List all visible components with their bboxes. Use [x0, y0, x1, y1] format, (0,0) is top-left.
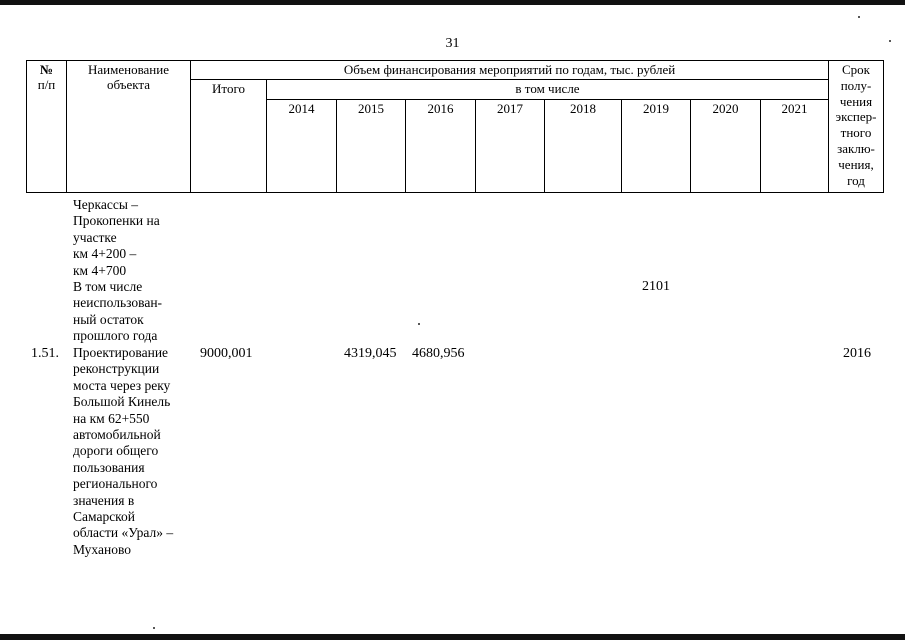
- name-line: неиспользован-: [73, 295, 163, 311]
- name-line: значения в: [73, 492, 135, 508]
- name-line: Проектирование: [73, 345, 169, 360]
- name-line: В том числе: [73, 279, 143, 294]
- header-year-2015: 2015: [336, 99, 406, 193]
- header-deadline-line: заклю-: [837, 140, 875, 156]
- header-year-2018: 2018: [544, 99, 622, 193]
- scan-speck: [858, 16, 860, 18]
- row-151-2016: 4680,956: [412, 346, 465, 361]
- name-line: Муханово: [73, 541, 131, 557]
- header-deadline-line: чения,: [838, 156, 874, 172]
- name-line: Большой Кинель: [73, 394, 171, 410]
- name-line: Прокопенки на: [73, 213, 160, 229]
- header-deadline-line: тного: [840, 125, 872, 141]
- scan-speck: [153, 627, 155, 629]
- name-line: области «Урал» –: [73, 525, 174, 541]
- header-total: Итого: [190, 79, 267, 193]
- header-year-2017: 2017: [475, 99, 545, 193]
- name-line: реконструкции: [73, 361, 160, 377]
- header-year-2014: 2014: [266, 99, 337, 193]
- row-151-name: [73, 345, 173, 558]
- header-number-col: [26, 60, 67, 193]
- header-name-col: [66, 60, 191, 193]
- header-year-2016: 2016: [405, 99, 476, 193]
- header-deadline-line: Срок: [842, 62, 870, 77]
- name-line: регионального: [73, 476, 158, 492]
- header-deadline-col: [828, 60, 884, 193]
- header-deadline-line: год: [847, 172, 865, 188]
- row-unused-balance-name: [73, 279, 162, 345]
- row-unused-balance-2019: 2101: [642, 279, 670, 294]
- header-year-2019: 2019: [621, 99, 691, 193]
- header-number-line: п/п: [37, 77, 56, 92]
- name-line: Черкассы –: [73, 197, 139, 212]
- row-151-2015: 4319,045: [344, 346, 397, 361]
- page-number: 31: [445, 36, 460, 51]
- name-line: участке: [73, 229, 117, 245]
- header-deadline-line: экспер-: [835, 109, 877, 125]
- name-line: км 4+700: [73, 262, 127, 278]
- header-year-2021: 2021: [760, 99, 829, 193]
- row-151-deadline: 2016: [843, 346, 871, 361]
- header-including: в том числе: [266, 79, 829, 100]
- name-line: Самарской: [73, 509, 136, 525]
- row-151-total: 9000,001: [200, 346, 253, 361]
- scan-top-border: [0, 0, 905, 5]
- name-line: на км 62+550: [73, 410, 150, 426]
- name-line: прошлого года: [73, 328, 158, 344]
- name-line: автомобильной: [73, 427, 161, 443]
- header-name-line: Наименование: [88, 62, 169, 77]
- header-deadline-line: чения: [839, 93, 873, 109]
- name-line: моста через реку: [73, 377, 171, 393]
- scan-bottom-border: [0, 634, 905, 640]
- header-deadline-line: полу-: [840, 77, 872, 93]
- name-line: ный остаток: [73, 311, 144, 327]
- scan-speck: [418, 323, 420, 325]
- row-151-number: 1.51.: [31, 346, 59, 361]
- header-name-line: объекта: [106, 77, 151, 92]
- name-line: км 4+200 –: [73, 246, 137, 262]
- row-continuation-name: [73, 197, 160, 279]
- name-line: пользования: [73, 459, 145, 475]
- header-number-line: №: [39, 62, 54, 77]
- name-line: дороги общего: [73, 443, 159, 459]
- header-year-2020: 2020: [690, 99, 761, 193]
- header-funding: Объем финансирования мероприятий по годам, тыс. рублей: [190, 60, 829, 80]
